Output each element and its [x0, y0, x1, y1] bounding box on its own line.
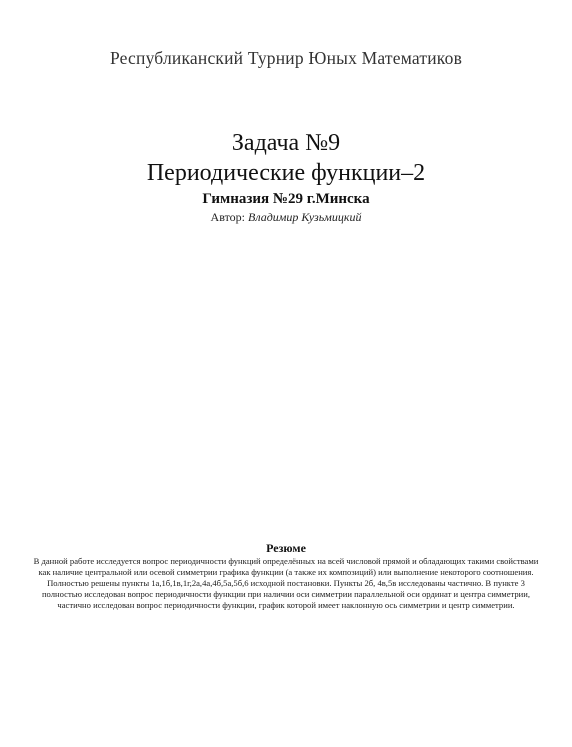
author-label: Автор: — [210, 210, 245, 224]
tournament-name: Республиканский Турнир Юных Математиков — [109, 48, 463, 68]
abstract-text: В данной работе исследуется вопрос периодичности функций определённых на всей числовой прямой и обладающих такими свойствами как наличие центральной или осевой симметрии графика функции (а также их композиций) или выполнение некоторого соотношения. Полностью решены пункты 1а,1б,1в,1г,2а,4а,4б,5а,5б,6 исходной постановки. Пункты 2б, 4в,5в исследованы частично. В пункте 3 полностью исследован вопрос периодичности функции при наличии оси симметрии параллельной оси ординат и центра симметрии, частично исследован вопрос периодичности функции, график которой имеет наклонную ось симметрии и центр симметрии. — [33, 556, 539, 610]
author-name: Владимир Кузьмицкий — [247, 210, 362, 224]
school-name: Гимназия №29 г.Минска — [202, 191, 370, 207]
abstract-heading: Резюме — [266, 541, 306, 555]
problem-title: Периодические функции–2 — [146, 160, 426, 186]
problem-number: Задача №9 — [231, 130, 341, 156]
author-line — [0, 210, 572, 225]
